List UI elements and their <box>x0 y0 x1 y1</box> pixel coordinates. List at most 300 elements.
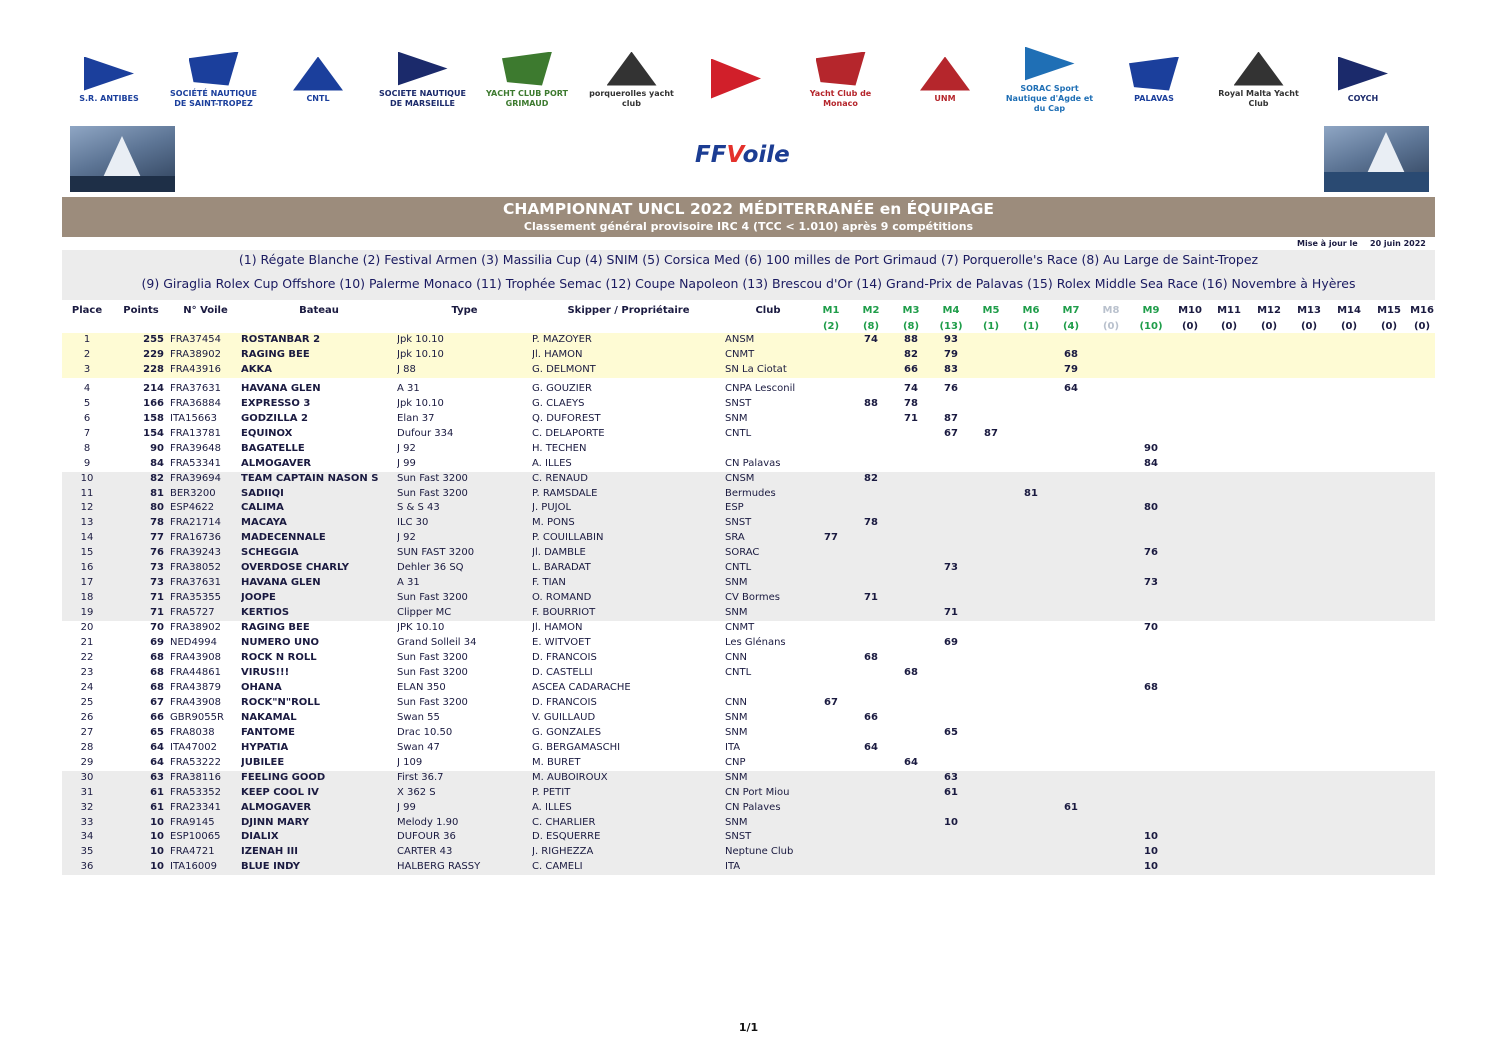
race-10-score-cell <box>1171 348 1209 363</box>
race-1-score-cell <box>811 801 851 816</box>
place-cell: 34 <box>62 830 112 845</box>
race-16-score-cell <box>1409 561 1435 576</box>
boat-name-cell: ALMOGAVER <box>241 457 397 472</box>
race-13-score-cell <box>1289 397 1329 412</box>
club-cell: SNM <box>725 816 811 831</box>
points-cell: 255 <box>112 333 170 348</box>
sail-number-cell: ESP10065 <box>170 830 241 845</box>
race-10-score-cell <box>1171 546 1209 561</box>
race-4-score-cell <box>931 576 971 591</box>
race-1-score-cell <box>811 546 851 561</box>
place-cell: 6 <box>62 412 112 427</box>
page-subtitle: Classement général provisoire IRC 4 (TCC < 1.010) après 9 compétitions <box>523 220 974 233</box>
race-4-score-cell <box>931 531 971 546</box>
ffvoile-logo-oile: oile <box>742 142 790 168</box>
points-cell: 10 <box>112 816 170 831</box>
race-12-score-cell <box>1249 860 1289 875</box>
place-cell: 13 <box>62 516 112 531</box>
race-1-score-cell <box>811 382 851 397</box>
table-row <box>62 786 1435 801</box>
table-row <box>62 487 1435 502</box>
race-10-score-cell <box>1171 516 1209 531</box>
race-11-score-cell <box>1209 363 1249 378</box>
header-race-13: M13 <box>1297 305 1321 316</box>
place-cell: 35 <box>62 845 112 860</box>
race-12-score-cell <box>1249 711 1289 726</box>
race-5-score-cell <box>971 666 1011 681</box>
race-7-score-cell <box>1051 472 1091 487</box>
race-9-score-cell <box>1131 786 1171 801</box>
table-row <box>62 348 1435 363</box>
race-5-score-cell <box>971 681 1011 696</box>
header-race-5-count: (1) <box>982 320 1000 332</box>
race-10-score-cell <box>1171 771 1209 786</box>
race-15-score-cell <box>1369 696 1409 711</box>
skipper-cell: P. COUILLABIN <box>532 531 725 546</box>
race-5-score-cell <box>971 363 1011 378</box>
race-16-score-cell <box>1409 786 1435 801</box>
race-7-score-cell <box>1051 397 1091 412</box>
race-7-score-cell <box>1051 516 1091 531</box>
table-row <box>62 442 1435 457</box>
sail-number-cell: FRA16736 <box>170 531 241 546</box>
race-3-score-cell <box>891 741 931 756</box>
race-10-score-cell <box>1171 741 1209 756</box>
race-16-score-cell <box>1409 333 1435 348</box>
race-15-score-cell <box>1369 621 1409 636</box>
race-5-score-cell <box>971 442 1011 457</box>
sail-number-cell: FRA38116 <box>170 771 241 786</box>
skipper-cell: V. GUILLAUD <box>532 711 725 726</box>
race-11-score-cell <box>1209 472 1249 487</box>
sail-number-cell: GBR9055R <box>170 711 241 726</box>
race-5-score-cell <box>971 741 1011 756</box>
skipper-cell: D. ESQUERRE <box>532 830 725 845</box>
table-row <box>62 726 1435 741</box>
race-14-score-cell <box>1329 487 1369 502</box>
points-cell: 158 <box>112 412 170 427</box>
header-race-16-count: (0) <box>1413 320 1431 332</box>
sorac-logo-mark <box>1025 47 1075 81</box>
race-16-score-cell <box>1409 666 1435 681</box>
header-race-7: M7 <box>1062 305 1080 316</box>
race-4-score-cell <box>931 591 971 606</box>
yacht-club-port-grimaud-logo-mark <box>502 52 552 86</box>
race-16-score-cell <box>1409 606 1435 621</box>
race-3-score-cell <box>891 711 931 726</box>
race-3-score-cell <box>891 830 931 845</box>
race-6-score-cell <box>1011 621 1051 636</box>
race-1-score-cell <box>811 621 851 636</box>
race-4-score-cell <box>931 830 971 845</box>
skipper-cell: C. DELAPORTE <box>532 427 725 442</box>
race-11-score-cell <box>1209 696 1249 711</box>
race-10-score-cell <box>1171 606 1209 621</box>
race-12-score-cell <box>1249 801 1289 816</box>
table-row <box>62 397 1435 412</box>
race-13-score-cell <box>1289 333 1329 348</box>
boat-type-cell: Clipper MC <box>397 606 532 621</box>
table-row <box>62 711 1435 726</box>
results-table <box>62 302 1435 875</box>
race-3-score-cell <box>891 501 931 516</box>
race-8-score-cell <box>1091 516 1131 531</box>
header-race-10: M10 <box>1178 305 1202 316</box>
race-11-score-cell <box>1209 636 1249 651</box>
race-2-score-cell <box>851 621 891 636</box>
race-4-score-cell <box>931 487 971 502</box>
race-7-score-cell <box>1051 621 1091 636</box>
race-8-score-cell <box>1091 816 1131 831</box>
race-6-score-cell <box>1011 756 1051 771</box>
header-race-6-count: (1) <box>1022 320 1040 332</box>
race-3-score-cell: 78 <box>891 397 931 412</box>
club-logos-strip <box>62 42 1437 122</box>
race-1-score-cell <box>811 845 851 860</box>
race-5-score-cell <box>971 696 1011 711</box>
place-cell: 15 <box>62 546 112 561</box>
points-cell: 76 <box>112 546 170 561</box>
race-1-score-cell <box>811 333 851 348</box>
race-10-score-cell <box>1171 363 1209 378</box>
race-5-score-cell <box>971 651 1011 666</box>
sail-number-cell: ESP4622 <box>170 501 241 516</box>
points-cell: 82 <box>112 472 170 487</box>
club-cell: SORAC <box>725 546 811 561</box>
race-14-score-cell <box>1329 333 1369 348</box>
race-11-score-cell <box>1209 830 1249 845</box>
race-3-score-cell <box>891 516 931 531</box>
table-row <box>62 606 1435 621</box>
race-16-score-cell <box>1409 472 1435 487</box>
place-cell: 32 <box>62 801 112 816</box>
points-cell: 68 <box>112 666 170 681</box>
race-9-score-cell: 84 <box>1131 457 1171 472</box>
race-3-score-cell <box>891 576 931 591</box>
club-cell <box>725 442 811 457</box>
table-row <box>62 591 1435 606</box>
race-3-score-cell <box>891 696 931 711</box>
race-4-score-cell <box>931 741 971 756</box>
race-10-score-cell <box>1171 860 1209 875</box>
race-11-score-cell <box>1209 771 1249 786</box>
ffvoile-logo-v: V <box>726 142 743 168</box>
race-7-score-cell <box>1051 333 1091 348</box>
race-6-score-cell <box>1011 636 1051 651</box>
race-4-score-cell: 61 <box>931 786 971 801</box>
race-6-score-cell <box>1011 561 1051 576</box>
race-7-score-cell <box>1051 457 1091 472</box>
header-race-6: M6 <box>1022 305 1040 316</box>
table-row <box>62 516 1435 531</box>
race-13-score-cell <box>1289 726 1329 741</box>
coych-logo-text: COYCH <box>1347 93 1379 103</box>
race-5-score-cell <box>971 501 1011 516</box>
race-1-score-cell <box>811 442 851 457</box>
boat-name-cell: AKKA <box>241 363 397 378</box>
race-4-score-cell <box>931 711 971 726</box>
race-10-score-cell <box>1171 487 1209 502</box>
race-15-score-cell <box>1369 472 1409 487</box>
race-8-score-cell <box>1091 442 1131 457</box>
race-9-score-cell: 73 <box>1131 576 1171 591</box>
race-9-score-cell <box>1131 591 1171 606</box>
boat-type-cell: Sun Fast 3200 <box>397 591 532 606</box>
title-banner <box>62 197 1435 237</box>
race-14-score-cell <box>1329 576 1369 591</box>
race-9-score-cell: 90 <box>1131 442 1171 457</box>
race-9-score-cell <box>1131 741 1171 756</box>
coych-logo <box>1316 42 1410 118</box>
boat-name-cell: ROCK"N"ROLL <box>241 696 397 711</box>
boat-type-cell: Jpk 10.10 <box>397 333 532 348</box>
race-8-score-cell <box>1091 666 1131 681</box>
boat-type-cell: Sun Fast 3200 <box>397 696 532 711</box>
race-3-score-cell: 66 <box>891 363 931 378</box>
header-club: Club <box>755 305 781 316</box>
race-8-score-cell <box>1091 726 1131 741</box>
race-3-score-cell <box>891 860 931 875</box>
place-cell: 25 <box>62 696 112 711</box>
race-7-score-cell <box>1051 651 1091 666</box>
header-race-15: M15 <box>1377 305 1401 316</box>
points-cell: 77 <box>112 531 170 546</box>
points-cell: 63 <box>112 771 170 786</box>
race-6-score-cell <box>1011 681 1051 696</box>
place-cell: 19 <box>62 606 112 621</box>
race-2-score-cell: 88 <box>851 397 891 412</box>
yacht-club-de-monaco-logo <box>794 42 888 118</box>
boat-type-cell: CARTER 43 <box>397 845 532 860</box>
race-10-score-cell <box>1171 472 1209 487</box>
race-9-score-cell <box>1131 397 1171 412</box>
race-7-score-cell <box>1051 666 1091 681</box>
sail-number-cell: FRA13781 <box>170 427 241 442</box>
race-15-score-cell <box>1369 756 1409 771</box>
race-3-score-cell <box>891 681 931 696</box>
race-14-score-cell <box>1329 472 1369 487</box>
race-3-score-cell <box>891 427 931 442</box>
race-16-score-cell <box>1409 830 1435 845</box>
race-3-score-cell: 71 <box>891 412 931 427</box>
race-5-score-cell <box>971 606 1011 621</box>
race-12-score-cell <box>1249 756 1289 771</box>
race-16-score-cell <box>1409 442 1435 457</box>
snst-logo <box>167 42 261 118</box>
race-1-score-cell <box>811 711 851 726</box>
race-7-score-cell <box>1051 591 1091 606</box>
sail-number-cell: FRA8038 <box>170 726 241 741</box>
table-row <box>62 412 1435 427</box>
race-15-score-cell <box>1369 801 1409 816</box>
race-2-score-cell <box>851 786 891 801</box>
race-8-score-cell <box>1091 801 1131 816</box>
place-cell: 7 <box>62 427 112 442</box>
race-10-score-cell <box>1171 726 1209 741</box>
race-8-score-cell <box>1091 501 1131 516</box>
sr-antibes-logo-text: S.R. ANTIBES <box>79 93 139 103</box>
race-6-score-cell <box>1011 397 1051 412</box>
race-13-score-cell <box>1289 696 1329 711</box>
points-cell: 10 <box>112 830 170 845</box>
race-3-score-cell <box>891 636 931 651</box>
race-14-score-cell <box>1329 711 1369 726</box>
table-row <box>62 860 1435 875</box>
race-11-score-cell <box>1209 591 1249 606</box>
race-16-score-cell <box>1409 771 1435 786</box>
race-7-score-cell <box>1051 696 1091 711</box>
race-15-score-cell <box>1369 726 1409 741</box>
race-7-score-cell: 68 <box>1051 348 1091 363</box>
race-15-score-cell <box>1369 771 1409 786</box>
race-8-score-cell <box>1091 576 1131 591</box>
race-6-score-cell <box>1011 666 1051 681</box>
race-12-score-cell <box>1249 333 1289 348</box>
race-6-score-cell <box>1011 363 1051 378</box>
race-15-score-cell <box>1369 382 1409 397</box>
race-14-score-cell <box>1329 801 1369 816</box>
race-11-score-cell <box>1209 442 1249 457</box>
race-5-score-cell <box>971 771 1011 786</box>
race-9-score-cell <box>1131 711 1171 726</box>
race-15-score-cell <box>1369 681 1409 696</box>
race-12-score-cell <box>1249 830 1289 845</box>
race-13-score-cell <box>1289 516 1329 531</box>
header-race-9-count: (10) <box>1139 320 1163 332</box>
place-cell: 1 <box>62 333 112 348</box>
race-6-score-cell <box>1011 651 1051 666</box>
race-6-score-cell <box>1011 845 1051 860</box>
race-11-score-cell <box>1209 845 1249 860</box>
race-3-score-cell <box>891 546 931 561</box>
race-14-score-cell <box>1329 531 1369 546</box>
skipper-cell: M. AUBOIROUX <box>532 771 725 786</box>
race-1-score-cell <box>811 666 851 681</box>
race-8-score-cell <box>1091 427 1131 442</box>
race-1-score-cell <box>811 681 851 696</box>
race-legend-line-2: (9) Giraglia Rolex Cup Offshore (10) Palerme Monaco (11) Trophée Semac (12) Coupe Napoleon (13) Brescou d'Or (14) Grand-Prix de Palavas (15) Rolex Middle Sea Race (16) Novembre à Hyères <box>141 276 1356 291</box>
club-cell: SNST <box>725 830 811 845</box>
race-5-score-cell <box>971 412 1011 427</box>
race-11-score-cell <box>1209 561 1249 576</box>
header-points: Points <box>123 305 159 316</box>
boat-type-cell: Swan 55 <box>397 711 532 726</box>
race-3-score-cell <box>891 651 931 666</box>
race-2-score-cell <box>851 666 891 681</box>
boat-name-cell: BLUE INDY <box>241 860 397 875</box>
race-6-score-cell <box>1011 696 1051 711</box>
boat-name-cell: ALMOGAVER <box>241 801 397 816</box>
sail-number-cell: BER3200 <box>170 487 241 502</box>
race-15-score-cell <box>1369 333 1409 348</box>
race-11-score-cell <box>1209 531 1249 546</box>
points-cell: 166 <box>112 397 170 412</box>
race-15-score-cell <box>1369 711 1409 726</box>
palavas-logo-mark <box>1129 57 1179 91</box>
race-13-score-cell <box>1289 860 1329 875</box>
race-5-score-cell <box>971 561 1011 576</box>
race-16-score-cell <box>1409 726 1435 741</box>
race-9-score-cell <box>1131 363 1171 378</box>
race-13-score-cell <box>1289 442 1329 457</box>
race-11-score-cell <box>1209 666 1249 681</box>
boat-type-cell: A 31 <box>397 576 532 591</box>
boat-name-cell: MACAYA <box>241 516 397 531</box>
race-2-score-cell <box>851 756 891 771</box>
race-3-score-cell <box>891 845 931 860</box>
race-13-score-cell <box>1289 606 1329 621</box>
race-7-score-cell <box>1051 636 1091 651</box>
race-13-score-cell <box>1289 591 1329 606</box>
race-7-score-cell: 64 <box>1051 382 1091 397</box>
skipper-cell: H. TECHEN <box>532 442 725 457</box>
race-6-score-cell <box>1011 801 1051 816</box>
boat-name-cell: JOOPE <box>241 591 397 606</box>
header-race-16: M16 <box>1410 305 1434 316</box>
boat-name-cell: BAGATELLE <box>241 442 397 457</box>
boat-name-cell: FANTOME <box>241 726 397 741</box>
boat-name-cell: DJINN MARY <box>241 816 397 831</box>
race-6-score-cell <box>1011 382 1051 397</box>
club-cell: ESP <box>725 501 811 516</box>
club-cell: SNM <box>725 412 811 427</box>
race-2-score-cell <box>851 801 891 816</box>
snst-logo-text: SOCIÉTÉ NAUTIQUE DE SAINT-TROPEZ <box>170 88 257 108</box>
race-7-score-cell <box>1051 845 1091 860</box>
race-2-score-cell <box>851 576 891 591</box>
club-cell: CNTL <box>725 666 811 681</box>
boat-type-cell: J 92 <box>397 442 532 457</box>
race-9-score-cell: 70 <box>1131 621 1171 636</box>
race-2-score-cell <box>851 816 891 831</box>
race-9-score-cell: 10 <box>1131 830 1171 845</box>
race-15-score-cell <box>1369 576 1409 591</box>
race-10-score-cell <box>1171 756 1209 771</box>
race-14-score-cell <box>1329 546 1369 561</box>
race-8-score-cell <box>1091 696 1131 711</box>
skipper-cell: G. BERGAMASCHI <box>532 741 725 756</box>
race-12-score-cell <box>1249 606 1289 621</box>
race-5-score-cell <box>971 621 1011 636</box>
race-6-score-cell <box>1011 531 1051 546</box>
sail-number-cell: FRA38052 <box>170 561 241 576</box>
club-cell: CNPA Lesconil <box>725 382 811 397</box>
race-12-score-cell <box>1249 816 1289 831</box>
race-11-score-cell <box>1209 651 1249 666</box>
cntl-logo-mark <box>293 57 343 91</box>
race-13-score-cell <box>1289 576 1329 591</box>
club-cell: ANSM <box>725 333 811 348</box>
race-10-score-cell <box>1171 427 1209 442</box>
race-14-score-cell <box>1329 636 1369 651</box>
race-2-score-cell <box>851 457 891 472</box>
skipper-cell: Jl. DAMBLE <box>532 546 725 561</box>
race-5-score-cell <box>971 786 1011 801</box>
race-13-score-cell <box>1289 501 1329 516</box>
place-cell: 30 <box>62 771 112 786</box>
header-race-10-count: (0) <box>1181 320 1199 332</box>
race-12-score-cell <box>1249 591 1289 606</box>
boat-name-cell: HAVANA GLEN <box>241 382 397 397</box>
race-14-score-cell <box>1329 591 1369 606</box>
race-16-score-cell <box>1409 501 1435 516</box>
race-7-score-cell <box>1051 412 1091 427</box>
sail-number-cell: FRA53222 <box>170 756 241 771</box>
place-cell: 29 <box>62 756 112 771</box>
skipper-cell: ASCEA CADARACHE <box>532 681 725 696</box>
race-6-score-cell <box>1011 333 1051 348</box>
boat-name-cell: RAGING BEE <box>241 621 397 636</box>
